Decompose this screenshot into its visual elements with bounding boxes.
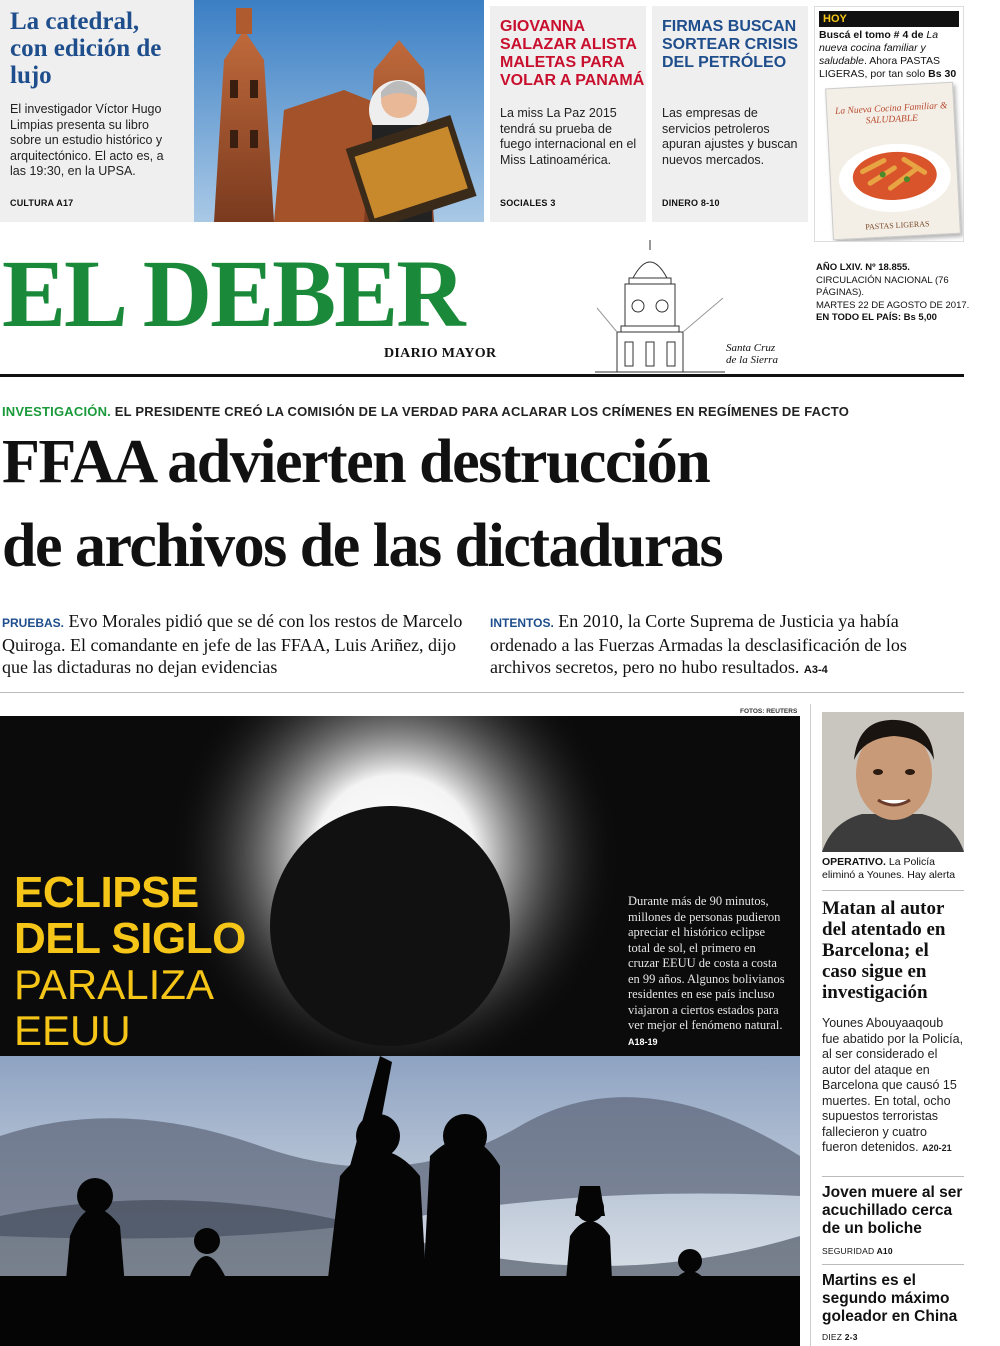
eclipse-title-1: ECLIPSE bbox=[14, 868, 199, 917]
lead-headline-2[interactable]: de archivos de las dictaduras bbox=[2, 512, 723, 580]
hoy-body: Buscá el tomo # 4 de La nueva cocina familiar y saludable. Ahora PASTAS LIGERAS, por tan solo Bs 30 bbox=[819, 29, 957, 80]
story-boliche-section: SEGURIDAD A10 bbox=[822, 1246, 893, 1256]
story-boliche-title[interactable]: Joven muere al ser acuchillado cerca de un boliche bbox=[822, 1184, 963, 1237]
teaser-giovanna[interactable] bbox=[490, 6, 646, 222]
masthead-logo[interactable]: EL DEBER bbox=[2, 240, 464, 347]
masthead-tagline: DIARIO MAYOR bbox=[384, 346, 497, 361]
masthead-circulation: CIRCULACIÓN NACIONAL (76 PÁGINAS). bbox=[816, 274, 949, 298]
lead-deck-left: PRUEBAS. Evo Morales pidió que se dé con los restos de Marcelo Quiroga. El comandante en jefe de las FFAA, Luis Ariñez, dijo que las dictaduras no dejan evidencias bbox=[2, 611, 463, 677]
sidebar-rule bbox=[810, 704, 811, 1346]
teaser-catedral-title: La catedral, con edición de lujo bbox=[10, 8, 162, 89]
teaser-firmas[interactable] bbox=[652, 6, 808, 222]
hoy-tag: HOY bbox=[819, 11, 959, 27]
photo-credit: FOTOS: REUTERS bbox=[740, 708, 798, 715]
teaser-firmas-title: FIRMAS BUSCAN SORTEAR CRISIS DEL PETRÓLEO bbox=[662, 18, 799, 71]
masthead-date: MARTES 22 DE AGOSTO DE 2017. bbox=[816, 299, 970, 311]
teaser-hoy[interactable] bbox=[814, 6, 964, 242]
sidebar-divider-3 bbox=[822, 1264, 964, 1265]
cookbook-cover bbox=[825, 82, 961, 240]
eclipse-feature[interactable] bbox=[0, 716, 800, 1346]
teaser-catedral[interactable] bbox=[0, 0, 484, 222]
story-martins-title[interactable]: Martins es el segundo máximo goleador en China bbox=[822, 1272, 958, 1325]
masthead-rule bbox=[0, 374, 964, 377]
story-barcelona-body: Younes Abouyaaqoub fue abatido por la Policía, al ser considerado el autor del ataque en Barcelona que causó 15 muertes. En total, ocho supuestos terroristas fallecieron y cuatro fueron detenidos. A20-21 bbox=[822, 1016, 964, 1154]
teaser-giovanna-title: GIOVANNA SALAZAR ALISTA MALETAS PARA VOLAR A PANAMÁ bbox=[500, 18, 645, 89]
teaser-firmas-body: Las empresas de servicios petroleros apuran ajustes y buscan nuevos mercados. bbox=[662, 106, 798, 167]
teaser-giovanna-section: SOCIALES 3 bbox=[500, 198, 556, 208]
masthead-city: Santa Cruz de la Sierra bbox=[726, 342, 778, 366]
cookbook-footer: PASTAS LIGERAS bbox=[865, 219, 930, 232]
lead-kicker[interactable]: INVESTIGACIÓN. EL PRESIDENTE CREÓ LA COMISIÓN DE LA VERDAD PARA ACLARAR LOS CRÍMENES EN REGÍMENES DE FACTO bbox=[2, 404, 850, 419]
eclipse-title-3: PARALIZA bbox=[14, 961, 214, 1008]
teaser-catedral-section: CULTURA A17 bbox=[10, 198, 74, 208]
story-martins-section: DIEZ 2-3 bbox=[822, 1332, 858, 1342]
eclipse-title bbox=[14, 870, 264, 1054]
suspect-caption: OPERATIVO. La Policía eliminó a Younes. Hay alerta bbox=[822, 856, 956, 881]
eclipse-title-4: EEUU bbox=[14, 1007, 131, 1054]
section-divider bbox=[0, 692, 964, 693]
pasta-dish-image bbox=[832, 127, 956, 219]
masthead-info bbox=[816, 262, 976, 325]
teaser-giovanna-body: La miss La Paz 2015 tendrá su prueba de fuego internacional en el Miss Latinoamérica. bbox=[500, 106, 637, 167]
masthead-edition: AÑO LXIV. Nº 18.855. bbox=[816, 262, 910, 273]
eclipse-body: Durante más de 90 minutos, millones de personas pudieron apreciar el histórico eclipse total de sol, el primero en cruzar EEUU de costa a costa en 99 años. Algunos bolivianos residentes en ese país incluso viajaron a ciertos estados para ver mejor el fenómeno natural. A18-19 bbox=[628, 894, 785, 1047]
teaser-catedral-body: El investigador Víctor Hugo Limpias presenta su libro sobre un estudio histórico y arquitectónico. El acto es, a las 19:30, en la UPSA. bbox=[10, 102, 164, 178]
lead-headline-1[interactable]: FFAA advierten destrucción bbox=[2, 428, 710, 496]
cathedral-photo bbox=[194, 0, 484, 222]
cookbook-title: La Nueva Cocina Familiar & SALUDABLE bbox=[834, 101, 948, 127]
sidebar-divider-1 bbox=[822, 890, 964, 891]
teaser-firmas-section: DINERO 8-10 bbox=[662, 198, 720, 208]
lead-deck-right: INTENTOS. En 2010, la Corte Suprema de Justicia ya había ordenado a las Fuerzas Armadas la desclasificación de los archivos secretos, pero no hubo resultados. A3-4 bbox=[490, 611, 907, 677]
story-barcelona-title[interactable]: Matan al autor del atentado en Barcelona; el caso sigue en investigación bbox=[822, 898, 946, 1003]
masthead-price: EN TODO EL PAÍS: Bs 5,00 bbox=[816, 312, 937, 323]
suspect-photo bbox=[822, 712, 964, 852]
sidebar-divider-2 bbox=[822, 1176, 964, 1177]
eclipse-title-2: DEL SIGLO bbox=[14, 914, 246, 963]
clock-tower-illustration bbox=[595, 238, 725, 374]
